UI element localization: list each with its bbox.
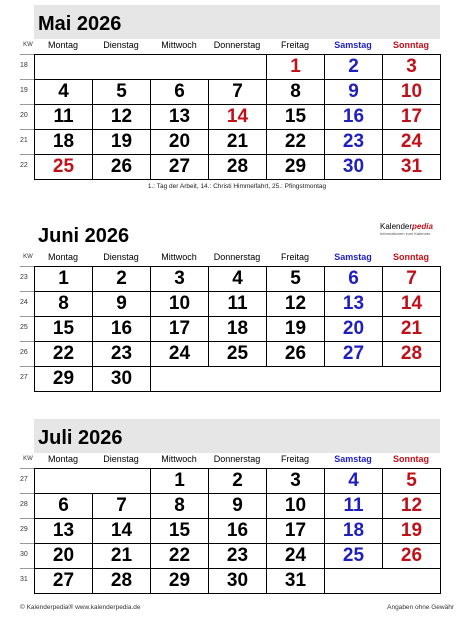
day-cell: 23 (92, 341, 151, 367)
day-cell: 25 (208, 341, 267, 367)
week-divider (20, 129, 34, 130)
day-cell: 5 (266, 266, 325, 292)
day-cell: 17 (266, 518, 325, 544)
week-divider (20, 366, 34, 367)
weekday-header: Montag (47, 252, 79, 262)
week-divider (20, 493, 34, 494)
week-divider (20, 291, 34, 292)
day-cell: 6 (324, 266, 383, 292)
day-cell: 13 (324, 291, 383, 317)
day-cell: 9 (92, 291, 151, 317)
week-number: 22 (20, 162, 28, 169)
day-cell: 2 (208, 468, 267, 494)
day-cell: 22 (266, 129, 325, 155)
logo-name-plain: Kalender (380, 222, 413, 231)
kalenderpedia-logo (380, 222, 450, 236)
week-number: 23 (20, 274, 28, 281)
day-cell: 31 (382, 154, 441, 180)
weekday-header: Mittwoch (161, 454, 197, 464)
day-cell: 18 (324, 518, 383, 544)
day-cell: 16 (208, 518, 267, 544)
day-cell: 26 (92, 154, 151, 180)
week-number: 19 (20, 87, 28, 94)
week-divider (20, 543, 34, 544)
day-cell: 17 (150, 316, 209, 342)
day-cell: 28 (382, 341, 441, 367)
week-number: 26 (20, 349, 28, 356)
week-number: 29 (20, 526, 28, 533)
day-cell: 15 (150, 518, 209, 544)
weekday-header: Dienstag (103, 40, 139, 50)
day-cell: 24 (150, 341, 209, 367)
day-cell: 1 (150, 468, 209, 494)
day-cell: 29 (34, 366, 93, 392)
day-cell: 4 (208, 266, 267, 292)
day-cell: 3 (150, 266, 209, 292)
day-cell: 4 (34, 79, 93, 105)
day-cell: 26 (382, 543, 441, 569)
day-cell: 21 (208, 129, 267, 155)
weekday-header: Donnerstag (213, 40, 261, 50)
day-cell: 5 (92, 79, 151, 105)
weekday-header: Dienstag (103, 454, 139, 464)
day-cell: 12 (266, 291, 325, 317)
week-divider (20, 341, 34, 342)
day-cell: 18 (208, 316, 267, 342)
weekday-header: Sonntag (393, 40, 429, 50)
week-number-header: KW (23, 254, 33, 260)
day-cell: 9 (208, 493, 267, 519)
week-number: 21 (20, 137, 28, 144)
footer-copyright: © Kalenderpedia® www.kalenderpedia.de (20, 604, 141, 611)
week-divider (20, 518, 34, 519)
weekday-header: Montag (47, 454, 79, 464)
day-cell: 4 (324, 468, 383, 494)
day-cell: 18 (34, 129, 93, 155)
weekday-header: Samstag (334, 454, 372, 464)
day-cell: 6 (34, 493, 93, 519)
day-cell: 16 (324, 104, 383, 130)
day-cell: 20 (34, 543, 93, 569)
day-cell: 26 (266, 341, 325, 367)
day-cell: 6 (150, 79, 209, 105)
day-cell: 12 (382, 493, 441, 519)
empty-day-cell (34, 468, 151, 494)
weekday-header: Freitag (280, 454, 309, 464)
day-cell: 10 (150, 291, 209, 317)
day-cell: 27 (34, 568, 93, 594)
week-number: 25 (20, 324, 28, 331)
day-cell: 19 (382, 518, 441, 544)
day-cell: 1 (266, 54, 325, 80)
weekday-header-row (20, 38, 440, 52)
day-cell: 25 (34, 154, 93, 180)
day-cell: 29 (266, 154, 325, 180)
day-cell: 15 (266, 104, 325, 130)
weekday-header: Sonntag (393, 454, 429, 464)
day-cell: 8 (34, 291, 93, 317)
day-cell: 8 (150, 493, 209, 519)
day-cell: 30 (324, 154, 383, 180)
weekday-header: Freitag (280, 252, 309, 262)
week-divider (20, 316, 34, 317)
day-cell: 11 (34, 104, 93, 130)
footer-disclaimer: Angaben ohne Gewähr (387, 604, 454, 611)
week-divider (20, 468, 34, 469)
day-cell: 1 (34, 266, 93, 292)
day-cell: 30 (208, 568, 267, 594)
day-cell: 7 (208, 79, 267, 105)
day-cell: 8 (266, 79, 325, 105)
day-cell: 2 (92, 266, 151, 292)
weekday-header: Donnerstag (213, 454, 261, 464)
may-holiday-footnote: 1.: Tag der Arbeit, 14.: Christi Himmelfahrt, 25.: Pfingstmontag (147, 183, 327, 190)
weekday-header: Samstag (334, 252, 372, 262)
day-cell: 28 (92, 568, 151, 594)
week-divider (20, 568, 34, 569)
day-cell: 22 (34, 341, 93, 367)
day-cell: 28 (208, 154, 267, 180)
day-cell: 11 (324, 493, 383, 519)
day-cell: 12 (92, 104, 151, 130)
day-cell: 2 (324, 54, 383, 80)
week-number: 18 (20, 62, 28, 69)
weekday-header: Dienstag (103, 252, 139, 262)
week-divider (20, 104, 34, 105)
week-number: 27 (20, 374, 28, 381)
day-cell: 16 (92, 316, 151, 342)
day-cell: 7 (382, 266, 441, 292)
weekday-header: Sonntag (393, 252, 429, 262)
week-divider (20, 154, 34, 155)
day-cell: 27 (150, 154, 209, 180)
day-cell: 22 (150, 543, 209, 569)
day-cell: 21 (382, 316, 441, 342)
day-cell: 14 (208, 104, 267, 130)
week-number: 28 (20, 501, 28, 508)
month-title: Juli 2026 (38, 427, 123, 449)
week-number: 24 (20, 299, 28, 306)
week-number: 30 (20, 551, 28, 558)
weekday-header: Freitag (280, 40, 309, 50)
empty-day-cell (34, 54, 267, 80)
weekday-header: Montag (47, 40, 79, 50)
day-cell: 17 (382, 104, 441, 130)
day-cell: 5 (382, 468, 441, 494)
day-cell: 15 (34, 316, 93, 342)
day-cell: 10 (266, 493, 325, 519)
day-cell: 13 (150, 104, 209, 130)
empty-day-cell (150, 366, 441, 392)
day-cell: 13 (34, 518, 93, 544)
weekday-header: Mittwoch (161, 40, 197, 50)
weekday-header-row (20, 452, 440, 466)
day-cell: 3 (266, 468, 325, 494)
week-number: 27 (20, 476, 28, 483)
month-title: Mai 2026 (38, 13, 122, 35)
empty-day-cell (324, 568, 441, 594)
day-cell: 31 (266, 568, 325, 594)
day-cell: 23 (208, 543, 267, 569)
week-divider (20, 266, 34, 267)
week-number: 31 (20, 576, 28, 583)
day-cell: 7 (92, 493, 151, 519)
day-cell: 9 (324, 79, 383, 105)
week-number-header: KW (23, 456, 33, 462)
day-cell: 27 (324, 341, 383, 367)
weekday-header: Samstag (334, 40, 372, 50)
logo-tagline: Informationen zum Kalender (380, 231, 431, 236)
day-cell: 19 (266, 316, 325, 342)
day-cell: 3 (382, 54, 441, 80)
day-cell: 25 (324, 543, 383, 569)
logo-name-accent: pedia (412, 222, 433, 231)
day-cell: 11 (208, 291, 267, 317)
day-cell: 30 (92, 366, 151, 392)
day-cell: 14 (382, 291, 441, 317)
day-cell: 20 (150, 129, 209, 155)
day-cell: 10 (382, 79, 441, 105)
day-cell: 20 (324, 316, 383, 342)
week-divider (20, 54, 34, 55)
weekday-header: Donnerstag (213, 252, 261, 262)
week-divider (20, 79, 34, 80)
month-title: Juni 2026 (38, 225, 130, 247)
day-cell: 24 (266, 543, 325, 569)
week-number-header: KW (23, 42, 33, 48)
day-cell: 29 (150, 568, 209, 594)
day-cell: 14 (92, 518, 151, 544)
week-number: 20 (20, 112, 28, 119)
day-cell: 24 (382, 129, 441, 155)
day-cell: 21 (92, 543, 151, 569)
weekday-header-row (20, 250, 440, 264)
day-cell: 23 (324, 129, 383, 155)
day-cell: 19 (92, 129, 151, 155)
weekday-header: Mittwoch (161, 252, 197, 262)
